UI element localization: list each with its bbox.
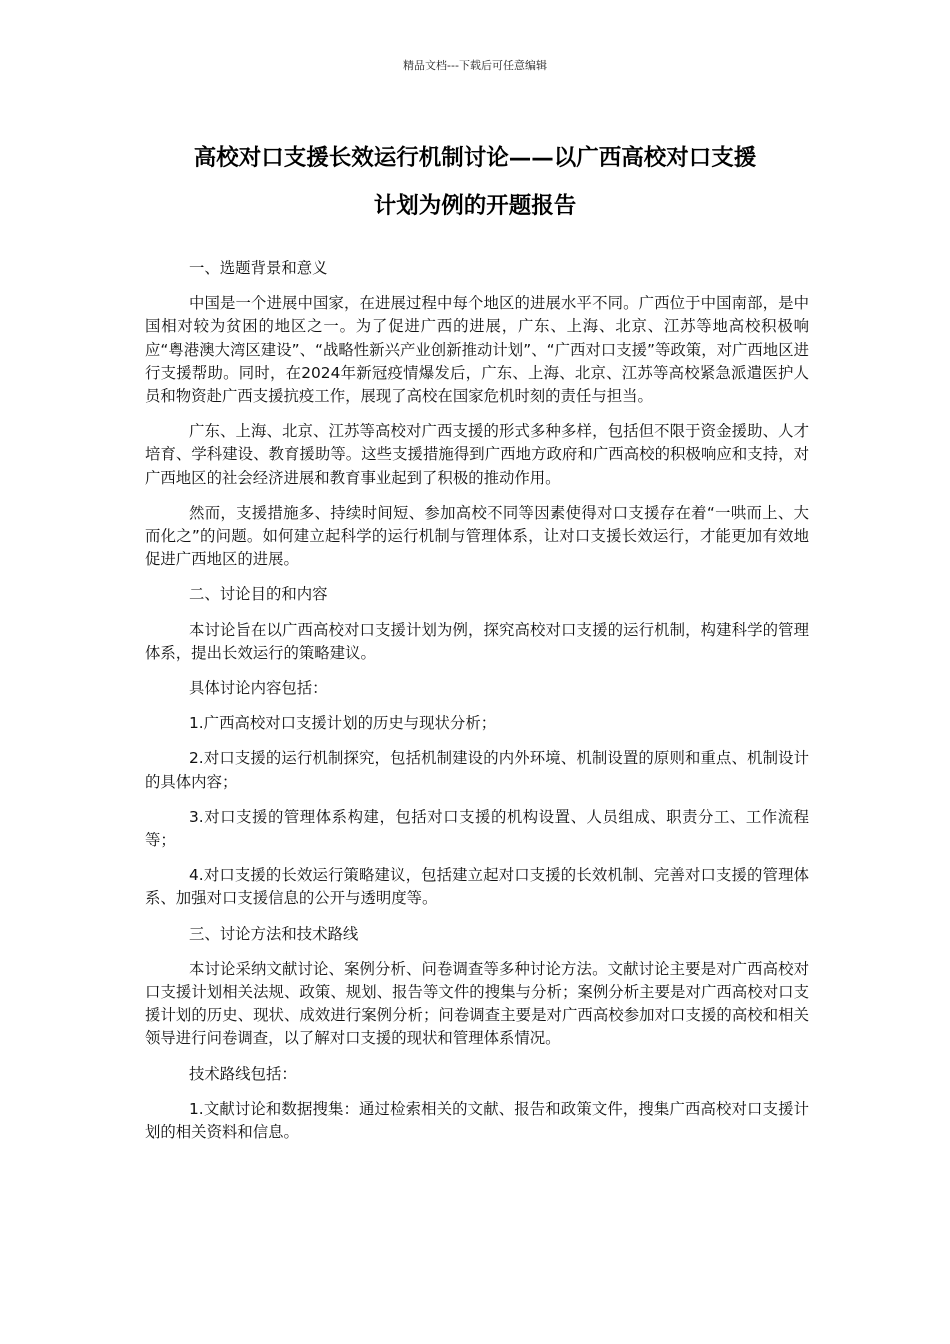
document-title-line-1: 高校对口支援长效运行机制讨论——以广西高校对口支援 — [193, 145, 757, 171]
paragraph: 本讨论旨在以广西高校对口支援计划为例，探究高校对口支援的运行机制，构建科学的管理体系，提出长效运行的策略建议。 — [145, 620, 809, 662]
list-item: 1.文献讨论和数据搜集：通过检索相关的文献、报告和政策文件，搜集广西高校对口支援计划的相关资料和信息。 — [145, 1099, 809, 1142]
page-header: 精品文档---下载后可任意编辑 — [403, 59, 547, 72]
paragraph: 然而，支援措施多、持续时间短、参加高校不同等因素使得对口支援存在着“一哄而上、大而化之”的问题。如何建立起科学的运行机制与管理体系，让对口支援长效运行，才能更加有效地促进广西地区的进展。 — [145, 503, 809, 569]
section-heading-purpose: 二、讨论目的和内容 — [189, 585, 328, 604]
section-heading-methods: 三、讨论方法和技术路线 — [189, 924, 359, 943]
document-title-line-2: 计划为例的开题报告 — [373, 193, 577, 219]
paragraph: 本讨论采纳文献讨论、案例分析、问卷调查等多种讨论方法。文献讨论主要是对广西高校对口支援计划相关法规、政策、规划、报告等文件的搜集与分析；案例分析主要是对广西高校对口支援计划的历史、现状、成效进行案例分析；问卷调查主要是对广西高校参加对口支援的高校和相关领导进行问卷调查，以了解对口支援的现状和管理体系情况。 — [145, 959, 809, 1048]
paragraph: 中国是一个进展中国家，在进展过程中每个地区的进展水平不同。广西位于中国南部，是中国相对较为贫困的地区之一。为了促进广西的进展，广东、上海、北京、江苏等地高校积极响应“粤港澳大湾区建设”、“战略性新兴产业创新推动计划”、“广西对口支援”等政策，对广西地区进行支援帮助。同时，在2024年新冠疫情爆发后，广东、上海、北京、江苏等高校紧急派遣医护人员和物资赴广西支援抗疫工作，展现了高校在国家危机时刻的责任与担当。 — [145, 294, 809, 406]
paragraph: 广东、上海、北京、江苏等高校对广西支援的形式多种多样，包括但不限于资金援助、人才培育、学科建设、教育援助等。这些支援措施得到广西地方政府和广西高校的积极响应和支持，对广西地区的社会经济进展和教育事业起到了积极的推动作用。 — [145, 422, 809, 487]
list-item: 2.对口支援的运行机制探究，包括机制建设的内外环境、机制设置的原则和重点、机制设计的具体内容； — [145, 749, 809, 791]
list-item: 3.对口支援的管理体系构建，包括对口支援的机构设置、人员组成、职责分工、工作流程等； — [145, 807, 809, 850]
paragraph: 具体讨论内容包括： — [189, 679, 328, 698]
list-item: 4.对口支援的长效运行策略建议，包括建立起对口支援的长效机制、完善对口支援的管理体系、加强对口支援信息的公开与透明度等。 — [145, 866, 809, 908]
paragraph: 技术路线包括： — [189, 1064, 297, 1083]
document-body — [145, 257, 809, 1156]
list-item: 1.广西高校对口支援计划的历史与现状分析； — [189, 714, 497, 733]
section-heading-background: 一、选题背景和意义 — [189, 259, 328, 277]
